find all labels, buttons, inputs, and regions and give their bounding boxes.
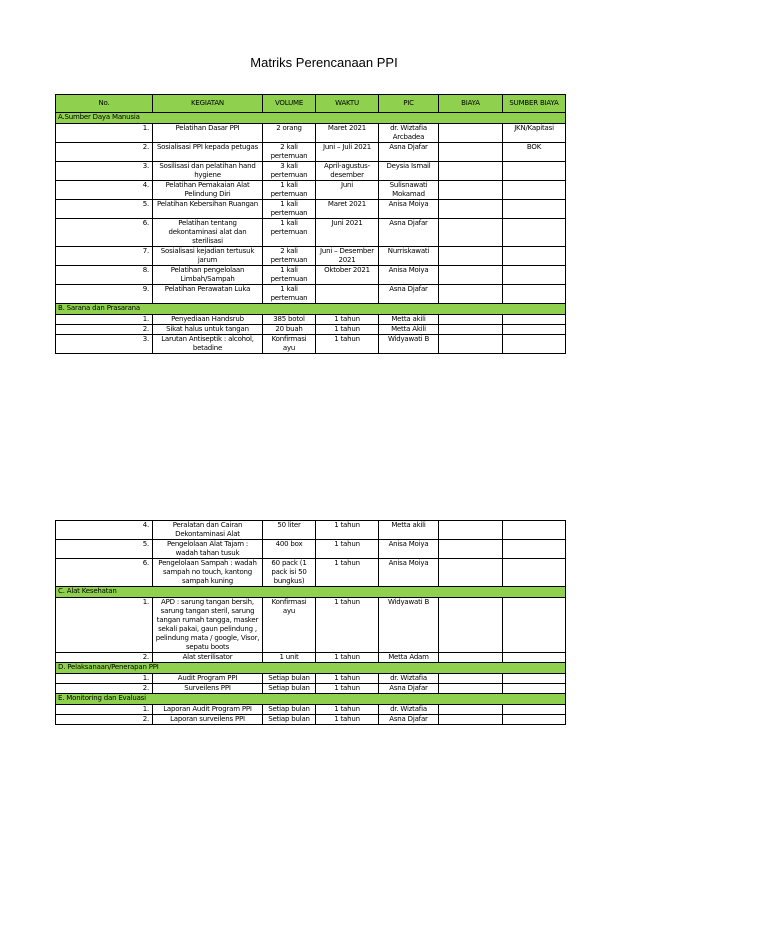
cell-waktu: Oktober 2021	[316, 266, 379, 285]
cell-sumber-biaya	[503, 653, 566, 663]
cell-biaya	[439, 674, 503, 684]
cell-no: 9.	[56, 285, 153, 304]
cell-biaya	[439, 143, 503, 162]
cell-volume: Setiap bulan	[263, 715, 316, 725]
header-no: No.	[56, 95, 153, 113]
cell-no: 2.	[56, 715, 153, 725]
table-row	[56, 325, 566, 335]
cell-sumber-biaya	[503, 540, 566, 559]
cell-biaya	[439, 559, 503, 587]
cell-pic: Metta akili	[379, 521, 439, 540]
cell-pic: Metta akili	[379, 315, 439, 325]
section-title: D. Pelaksanaan/Penerapan PPI	[56, 663, 566, 674]
cell-sumber-biaya	[503, 219, 566, 247]
cell-biaya	[439, 521, 503, 540]
header-sumber-biaya: SUMBER BIAYA	[503, 95, 566, 113]
cell-pic: Anisa Moiya	[379, 540, 439, 559]
cell-kegiatan: Sosilisasi dan pelatihan hand hygiene	[153, 162, 263, 181]
cell-no: 6.	[56, 219, 153, 247]
cell-kegiatan: Peralatan dan Cairan Dekontaminasi Alat	[153, 521, 263, 540]
cell-kegiatan: Pelatihan Dasar PPI	[153, 124, 263, 143]
cell-waktu: 1 tahun	[316, 653, 379, 663]
cell-volume: 385 botol	[263, 315, 316, 325]
cell-kegiatan: Pengelolaan Sampah : wadah sampah no touch, kantong sampah kuning	[153, 559, 263, 587]
cell-volume: 20 buah	[263, 325, 316, 335]
table-row	[56, 162, 566, 181]
cell-biaya	[439, 181, 503, 200]
cell-volume: 1 kali pertemuan	[263, 219, 316, 247]
cell-kegiatan: APD : sarung tangan bersih, sarung tangan steril, sarung tangan rumah tangga, masker sekali pakai, gaun pelindung , pelindung mata / google, Visor, sepatu boots	[153, 598, 263, 653]
cell-volume: 1 kali pertemuan	[263, 181, 316, 200]
cell-sumber-biaya	[503, 684, 566, 694]
cell-waktu	[316, 285, 379, 304]
cell-volume: 2 kali pertemuan	[263, 247, 316, 266]
cell-biaya	[439, 598, 503, 653]
cell-biaya	[439, 325, 503, 335]
table-row	[56, 315, 566, 325]
table-body-2	[56, 521, 566, 725]
cell-kegiatan: Pengelolaan Alat Tajam : wadah tahan tusuk	[153, 540, 263, 559]
cell-pic: Anisa Moiya	[379, 266, 439, 285]
table-row	[56, 143, 566, 162]
cell-pic: Asna Djafar	[379, 143, 439, 162]
section-row	[56, 587, 566, 598]
table-row	[56, 335, 566, 354]
cell-sumber-biaya	[503, 200, 566, 219]
cell-no: 4.	[56, 521, 153, 540]
cell-no: 3.	[56, 162, 153, 181]
cell-kegiatan: Laporan Audit Program PPI	[153, 705, 263, 715]
cell-sumber-biaya	[503, 559, 566, 587]
cell-volume: Konfirmasi ayu	[263, 598, 316, 653]
header-biaya: BIAYA	[439, 95, 503, 113]
section-title: B. Sarana dan Prasarana	[56, 304, 566, 315]
cell-pic: Widyawati B	[379, 598, 439, 653]
cell-pic: Metta Adam	[379, 653, 439, 663]
cell-sumber-biaya	[503, 247, 566, 266]
table-row	[56, 715, 566, 725]
cell-volume: 50 liter	[263, 521, 316, 540]
table-header-row	[56, 95, 566, 113]
cell-no: 1.	[56, 674, 153, 684]
cell-no: 3.	[56, 335, 153, 354]
cell-waktu: Juni – Desember 2021	[316, 247, 379, 266]
table-row	[56, 684, 566, 694]
table-row	[56, 219, 566, 247]
cell-biaya	[439, 653, 503, 663]
cell-volume: 2 orang	[263, 124, 316, 143]
cell-volume: Setiap bulan	[263, 705, 316, 715]
header-pic: PIC	[379, 95, 439, 113]
cell-pic: Deysia Ismail	[379, 162, 439, 181]
cell-volume: 3 kali pertemuan	[263, 162, 316, 181]
table-body-1	[56, 113, 566, 354]
cell-kegiatan: Pelatihan tentang dekontaminasi alat dan sterilisasi	[153, 219, 263, 247]
table-row	[56, 247, 566, 266]
cell-no: 1.	[56, 598, 153, 653]
cell-biaya	[439, 540, 503, 559]
cell-no: 5.	[56, 540, 153, 559]
cell-biaya	[439, 715, 503, 725]
section-title: E. Monitoring dan Evaluasi	[56, 694, 566, 705]
table-row	[56, 674, 566, 684]
document-title: Matriks Perencanaan PPI	[250, 55, 398, 70]
cell-waktu: 1 tahun	[316, 521, 379, 540]
cell-volume: 1 kali pertemuan	[263, 285, 316, 304]
header-waktu: WAKTU	[316, 95, 379, 113]
cell-no: 2.	[56, 684, 153, 694]
cell-no: 8.	[56, 266, 153, 285]
cell-waktu: 1 tahun	[316, 325, 379, 335]
cell-kegiatan: Pelatihan Perawatan Luka	[153, 285, 263, 304]
cell-no: 1.	[56, 705, 153, 715]
table-row	[56, 124, 566, 143]
cell-waktu: 1 tahun	[316, 715, 379, 725]
cell-pic: dr. Wiztafia Arcbadea	[379, 124, 439, 143]
table-row	[56, 598, 566, 653]
section-row	[56, 663, 566, 674]
cell-no: 1.	[56, 315, 153, 325]
cell-pic: dr. Wiztafia	[379, 705, 439, 715]
cell-no: 6.	[56, 559, 153, 587]
cell-biaya	[439, 705, 503, 715]
cell-sumber-biaya	[503, 162, 566, 181]
cell-biaya	[439, 315, 503, 325]
cell-biaya	[439, 285, 503, 304]
cell-waktu: Maret 2021	[316, 200, 379, 219]
section-row	[56, 304, 566, 315]
cell-biaya	[439, 266, 503, 285]
cell-waktu: Maret 2021	[316, 124, 379, 143]
cell-waktu: Juni 2021	[316, 219, 379, 247]
section-row	[56, 113, 566, 124]
header-volume: VOLUME	[263, 95, 316, 113]
cell-no: 4.	[56, 181, 153, 200]
cell-sumber-biaya	[503, 325, 566, 335]
section-row	[56, 694, 566, 705]
cell-biaya	[439, 335, 503, 354]
cell-kegiatan: Pelatihan Pemakaian Alat Pelindung Diri	[153, 181, 263, 200]
cell-sumber-biaya	[503, 266, 566, 285]
cell-kegiatan: Sikat halus untuk tangan	[153, 325, 263, 335]
table-row	[56, 540, 566, 559]
cell-sumber-biaya: BOK	[503, 143, 566, 162]
cell-pic: Asna Djafar	[379, 715, 439, 725]
cell-volume: Setiap bulan	[263, 674, 316, 684]
cell-volume: 1 unit	[263, 653, 316, 663]
table-row	[56, 653, 566, 663]
cell-no: 2.	[56, 325, 153, 335]
cell-waktu: 1 tahun	[316, 335, 379, 354]
cell-biaya	[439, 162, 503, 181]
cell-waktu: April-agustus-desember	[316, 162, 379, 181]
cell-sumber-biaya	[503, 315, 566, 325]
cell-sumber-biaya	[503, 521, 566, 540]
cell-sumber-biaya	[503, 598, 566, 653]
cell-sumber-biaya	[503, 335, 566, 354]
table-row	[56, 705, 566, 715]
cell-volume: Konfirmasi ayu	[263, 335, 316, 354]
planning-table-part-2	[55, 520, 566, 725]
cell-waktu: 1 tahun	[316, 705, 379, 715]
cell-sumber-biaya	[503, 674, 566, 684]
cell-kegiatan: Audit Program PPI	[153, 674, 263, 684]
cell-volume: 400 box	[263, 540, 316, 559]
cell-waktu: 1 tahun	[316, 559, 379, 587]
cell-biaya	[439, 247, 503, 266]
table-row	[56, 285, 566, 304]
cell-biaya	[439, 684, 503, 694]
cell-waktu: 1 tahun	[316, 540, 379, 559]
cell-volume: 60 pack (1 pack isi 50 bungkus)	[263, 559, 316, 587]
cell-pic: Asna Djafar	[379, 285, 439, 304]
cell-pic: Metta Akili	[379, 325, 439, 335]
cell-waktu: 1 tahun	[316, 598, 379, 653]
cell-pic: Anisa Moiya	[379, 200, 439, 219]
cell-pic: dr. Wiztafia	[379, 674, 439, 684]
cell-sumber-biaya	[503, 705, 566, 715]
cell-pic: Asna Djafar	[379, 219, 439, 247]
cell-kegiatan: Pelatihan pengelolaan Limbah/Sampah	[153, 266, 263, 285]
table-row	[56, 521, 566, 540]
cell-volume: 1 kali pertemuan	[263, 200, 316, 219]
table-row	[56, 266, 566, 285]
cell-volume: 2 kali pertemuan	[263, 143, 316, 162]
cell-pic: Sulisnawati Mokamad	[379, 181, 439, 200]
cell-sumber-biaya	[503, 181, 566, 200]
cell-volume: 1 kali pertemuan	[263, 266, 316, 285]
cell-waktu: Juni	[316, 181, 379, 200]
cell-sumber-biaya	[503, 285, 566, 304]
cell-sumber-biaya	[503, 715, 566, 725]
table-row	[56, 200, 566, 219]
cell-kegiatan: Sosialisasi PPI kepada petugas	[153, 143, 263, 162]
cell-waktu: 1 tahun	[316, 315, 379, 325]
cell-kegiatan: Surveilens PPI	[153, 684, 263, 694]
table-row	[56, 559, 566, 587]
table-row	[56, 181, 566, 200]
cell-sumber-biaya: JKN/Kapitasi	[503, 124, 566, 143]
cell-waktu: Juni – Juli 2021	[316, 143, 379, 162]
cell-biaya	[439, 219, 503, 247]
planning-table-part-1	[55, 94, 566, 354]
cell-kegiatan: Larutan Antiseptik : alcohol, betadine	[153, 335, 263, 354]
cell-kegiatan: Sosialisasi kejadian tertusuk jarum	[153, 247, 263, 266]
cell-pic: Widyawati B	[379, 335, 439, 354]
cell-no: 2.	[56, 143, 153, 162]
cell-pic: Nurriskawati	[379, 247, 439, 266]
cell-volume: Setiap bulan	[263, 684, 316, 694]
header-kegiatan: KEGIATAN	[153, 95, 263, 113]
cell-biaya	[439, 200, 503, 219]
section-title: A.Sumber Daya Manusia	[56, 113, 566, 124]
cell-no: 5.	[56, 200, 153, 219]
cell-pic: Anisa Moiya	[379, 559, 439, 587]
section-title: C. Alat Kesehatan	[56, 587, 566, 598]
cell-pic: Asna Djafar	[379, 684, 439, 694]
cell-biaya	[439, 124, 503, 143]
cell-no: 1.	[56, 124, 153, 143]
cell-waktu: 1 tahun	[316, 684, 379, 694]
cell-waktu: 1 tahun	[316, 674, 379, 684]
cell-kegiatan: Pelatihan Kebersihan Ruangan	[153, 200, 263, 219]
cell-kegiatan: Laporan surveilens PPI	[153, 715, 263, 725]
cell-no: 7.	[56, 247, 153, 266]
cell-no: 2.	[56, 653, 153, 663]
cell-kegiatan: Penyediaan Handsrub	[153, 315, 263, 325]
cell-kegiatan: Alat sterilisator	[153, 653, 263, 663]
